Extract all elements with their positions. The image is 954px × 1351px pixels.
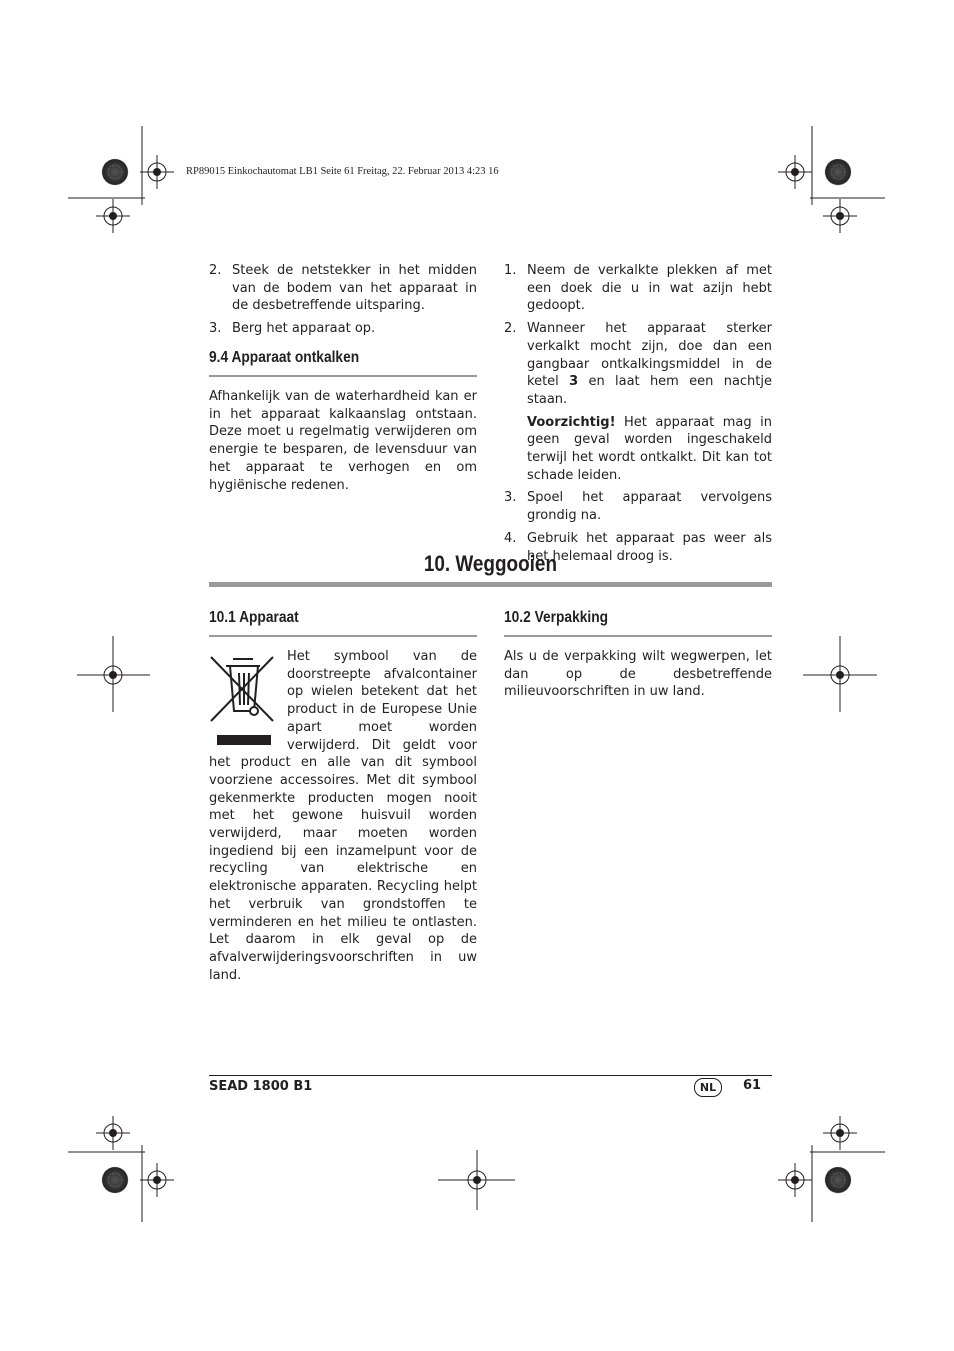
section-rule (209, 635, 477, 637)
step-number: 4. (504, 530, 517, 546)
section-title-device: 10.1 Apparaat (209, 609, 299, 626)
step-text (527, 320, 772, 409)
section-title-packaging: 10.2 Verpakking (504, 609, 609, 626)
step-text: Neem de verkalkte plekken af met een doek die u in wat azijn hebt gedoopt. (527, 263, 772, 314)
right-column (504, 262, 772, 570)
step-text: Spoel het apparaat vervolgens grondig na. (527, 490, 772, 524)
step-text-part: Wanneer het apparaat sterker verkalkt mocht zijn, doe dan een gangbaar ontkalkingsmiddel in de ketel (527, 321, 772, 390)
chapter-rule (209, 582, 772, 587)
chapter-title (209, 551, 772, 577)
list-item (504, 320, 772, 484)
caution-label: Voorzichtig! (527, 414, 616, 430)
list-item (209, 320, 477, 338)
section-rule (504, 635, 772, 637)
step-number: 3. (209, 321, 222, 337)
print-job-header: RP89015 Einkochautomat LB1 Seite 61 Freitag, 22. Februar 2013 4:23 16 (186, 166, 499, 177)
caution-note (527, 414, 772, 485)
page-number: 61 (743, 1078, 762, 1093)
language-badge: NL (694, 1078, 722, 1097)
list-item (504, 262, 772, 315)
section-title-descaling: 9.4 Apparaat ontkalken (209, 349, 360, 366)
packaging-disposal-text: Als u de verpakking wilt wegwerpen, let dan op de desbetreffende milieuvoorschriften in uw land. (504, 649, 772, 700)
icon-float-spacer (209, 648, 287, 746)
step-text: Berg het apparaat op. (232, 321, 376, 337)
descaling-intro-text: Afhankelijk van de waterhardheid kan er in het apparaat kalkaanslag ontstaan. Deze moet u regelmatig verwijderen om energie te besparen, de levensduur van het apparaat te verhogen en om hygiënische redenen. (209, 389, 477, 493)
step-number: 3. (504, 490, 517, 506)
list-item (504, 489, 772, 524)
list-item (209, 262, 477, 315)
left-column (209, 262, 477, 343)
descaling-steps (504, 262, 772, 565)
step-number: 2. (209, 263, 222, 278)
step-number: 2. (504, 321, 517, 337)
section-rule (209, 375, 477, 377)
footer-rule (209, 1075, 772, 1076)
part-reference-number: 3 (569, 374, 579, 390)
packaging-disposal (504, 648, 772, 701)
device-disposal (209, 648, 477, 984)
device-disposal-text: Het symbool van de doorstreepte afvalcontainer op wielen betekent dat het product in de Europese Unie apart moet worden verwijderd. Dit geldt voor het product en alle van dit symbool voorziene accessoires. Met dit symbool gekenmerkte producten mogen nooit met het gewone huisvuil worden verwijderd, maar moeten worden ingediend bij een inzamelpunt voor de recycling van elektrische en elektronische apparaten. Recycling helpt het verbruik van grondstoffen te verminderen en het milieu te ontlasten. Let daarom in elk geval op de afvalverwijderingsvoorschriften in uw land. (209, 649, 477, 983)
descaling-intro (209, 388, 477, 494)
step-text-part: en laat hem een nachtje staan. (527, 374, 773, 407)
step-number: 1. (504, 263, 517, 278)
model-number: SEAD 1800 B1 (209, 1079, 313, 1094)
step-text: Steek de netstekker in het midden van de bodem van het apparaat in de desbetreffende uitsparing. (232, 263, 477, 314)
caution-text: Het apparaat mag in geen geval worden ingeschakeld terwijl het wordt ontkalkt. Dit kan tot schade leiden. (527, 414, 772, 483)
chapter-title-text: 10. Weggooien (423, 551, 558, 576)
storage-steps (209, 262, 477, 338)
step-text: Gebruik het apparaat pas weer als het helemaal droog is. (527, 530, 772, 564)
